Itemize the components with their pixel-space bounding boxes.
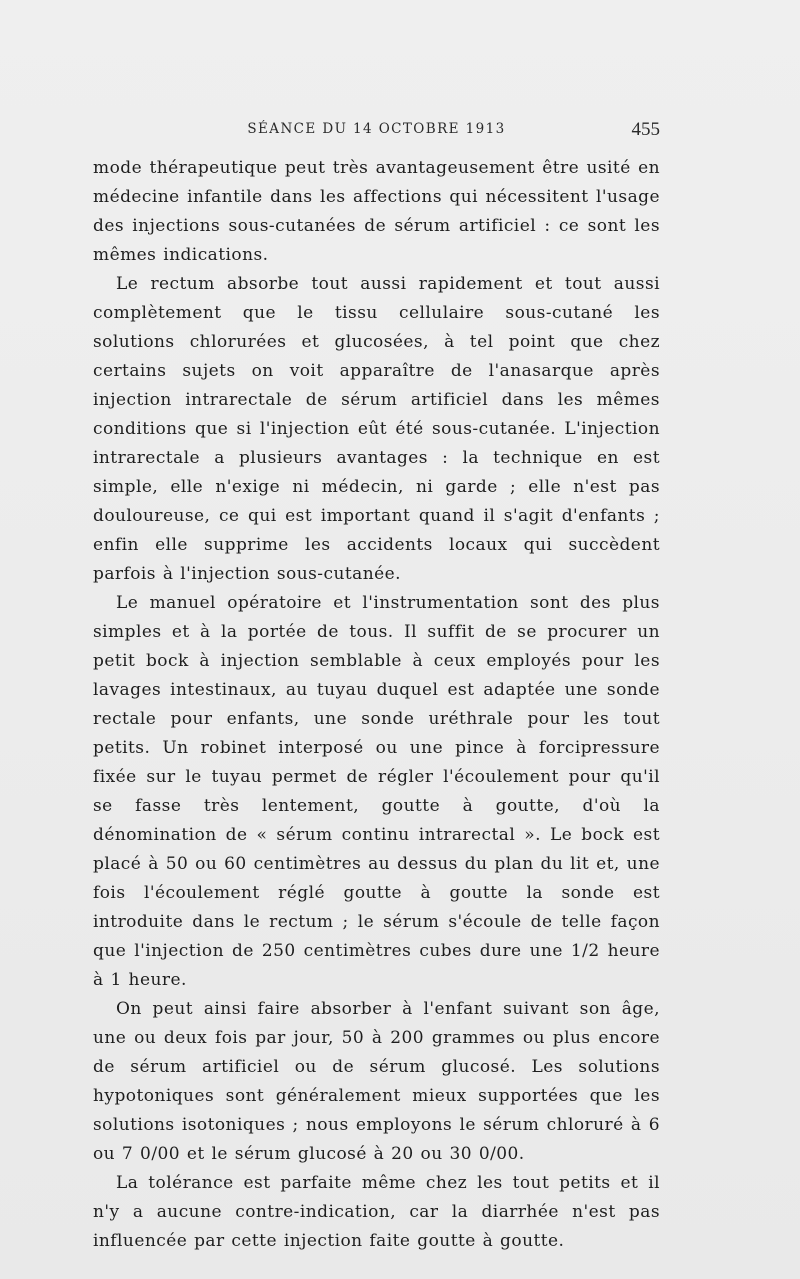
paragraph-continuation: mode thérapeutique peut très avantageusement être usité en médecine infantile dans les affections qui nécessitent l'usage des injections sous-cutanées de sérum artificiel : ce sont les mêmes indications. — [93, 158, 660, 265]
body-text — [93, 154, 660, 1256]
paragraph-tolerance: La tolérance est parfaite même chez les tout petits et il n'y a aucune contre-indication, car la diarrhée n'est pas influencée par cette injection faite goutte à goutte. — [93, 1173, 660, 1251]
paragraph-rectum-absorption: Le rectum absorbe tout aussi rapidement et tout aussi complètement que le tissu cellulaire sous-cutané les solutions chlorurées et glucosées, à tel point que chez certains sujets on voit apparaître de l'anasarque après injection intrarectale de sérum artificiel dans les mêmes conditions que si l'injection eût été sous-cutanée. L'injection intrarectale a plusieurs avantages : la technique en est simple, elle n'exige ni médecin, ni garde ; elle n'est pas douloureuse, ce qui est important quand il s'agit d'enfants ; enfin elle supprime les accidents locaux qui succèdent parfois à l'injection sous-cutanée. — [93, 274, 660, 584]
running-head — [93, 121, 660, 145]
running-title: SÉANCE DU 14 OCTOBRE 1913 — [247, 121, 506, 137]
paragraph-operating-method: Le manuel opératoire et l'instrumentation sont des plus simples et à la portée de tous. Il suffit de se procurer un petit bock à injection semblable à ceux employés pour les lavages intestinaux, au tuyau duquel est adaptée une sonde rectale pour enfants, une sonde uréthrale pour les tout petits. Un robinet interposé ou une pince à forcipressure fixée sur le tuyau permet de régler l'écoulement pour qu'il se fasse très lentement, goutte à goutte, d'où la dénomination de « sérum continu intrarectal ». Le bock est placé à 50 ou 60 centimètres au dessus du plan du lit et, une fois l'écoulement réglé goutte à goutte la sonde est introduite dans le rectum ; le sérum s'écoule de telle façon que l'injection de 250 centimètres cubes dure une 1/2 heure à 1 heure. — [93, 593, 660, 990]
page-number: 455 — [631, 119, 660, 140]
paragraph-dosage: On peut ainsi faire absorber à l'enfant suivant son âge, une ou deux fois par jour, 50 à 200 grammes ou plus encore de sérum artificiel ou de sérum glucosé. Les solutions hypotoniques sont généralement mieux supportées que les solutions isotoniques ; nous employons le sérum chloruré à 6 ou 7 0/00 et le sérum glucosé à 20 ou 30 0/00. — [93, 999, 660, 1164]
